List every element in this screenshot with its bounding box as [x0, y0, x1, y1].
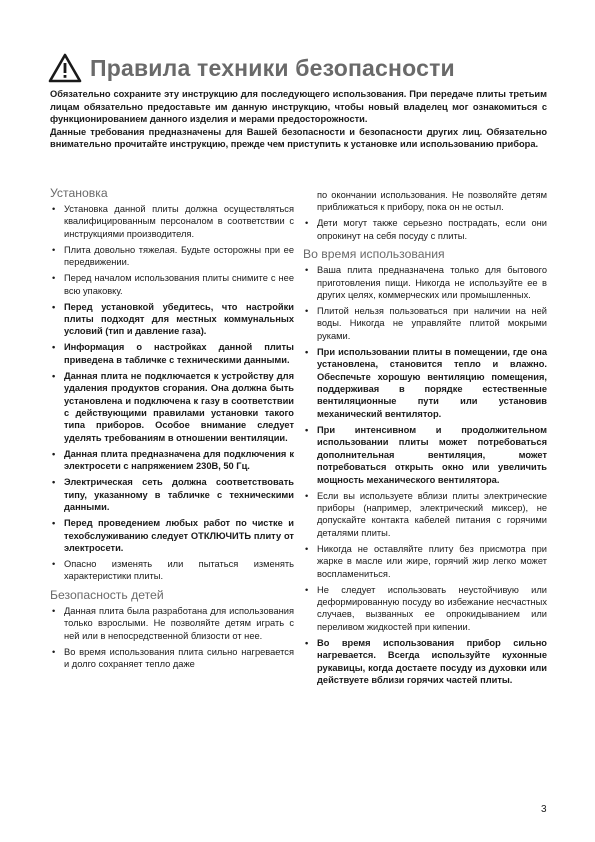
list-item: • Плита довольно тяжелая. Будьте осторожны при ее передвижении.: [50, 244, 294, 269]
list-item: • Во время использования прибор сильно нагревается. Всегда используйте кухонные рукавицы, когда достаете посуду из духовки или действуете вблизи горячих частей плиты.: [303, 637, 547, 687]
right-column: [303, 189, 547, 691]
list-item: • Если вы используете вблизи плиты электрические приборы (например, электрический миксер), не допускайте контакта кабелей питания с горячими деталями плиты.: [303, 490, 547, 540]
list-item: • Дети могут также серьезно пострадать, если они опрокинут на себя посуду с плиты.: [303, 217, 547, 242]
list-item: • При использовании плиты в помещении, где она установлена, становится тепло и влажно. Обеспечьте хорошую вентиляцию помещения, поддерживая в порядке естественные вентиляционные пути или установив механический вентилятор.: [303, 346, 547, 420]
list-item: • Данная плита предназначена для подключения к электросети с напряжением 230В, 50 Гц.: [50, 448, 294, 473]
page-title: Правила техники безопасности: [90, 54, 455, 81]
list-item-continued: по окончании использования. Не позволяйте детям приближаться к прибору, пока он не остыл.: [317, 190, 547, 213]
list-item: • При интенсивном и продолжительном использовании плиты может потребоваться дополнительная вентиляция, может потребоваться открыть окно или увеличить мощность механического вентилятора.: [303, 424, 547, 486]
usage-list: [303, 264, 547, 686]
section-heading-usage: Во время использования: [303, 247, 445, 262]
intro-paragraph: Данные требования предназначены для Вашей безопасности и безопасности других лиц. Обязательно внимательно прочитайте инструкцию, прежде чем приступить к установке или использованию прибора.: [50, 126, 547, 150]
list-item: • Информация о настройках данной плиты приведена в табличке с техническими данными.: [50, 341, 294, 366]
list-item: • Никогда не оставляйте плиту без присмотра при жарке в масле или жире, горячий жир легко может воспламениться.: [303, 543, 547, 580]
intro: [50, 88, 547, 151]
installation-list: [50, 203, 294, 583]
list-item: • Во время использования плита сильно нагревается и долго сохраняет тепло даже: [50, 646, 294, 671]
list-item: • Данная плита была разработана для использования только взрослыми. Не позволяйте детям играть с ней или в непосредственной близости от нее.: [50, 605, 294, 642]
list-item: • Данная плита не подключается к устройству для удаления продуктов сгорания. Она должна быть установлена и подключена к газу в соответствии с действующими правилами установки такого типа приборов. Особое внимание следует уделять требованиям в отношении вентиляции.: [50, 370, 294, 444]
list-item: • Ваша плита предназначена только для бытового приготовления пищи. Никогда не используйте ее в других целях, коммерческих или промышленных.: [303, 264, 547, 301]
list-item: • Электрическая сеть должна соответствовать типу, указанному в табличке с техническими данными.: [50, 476, 294, 513]
section-heading-children: Безопасность детей: [50, 587, 164, 602]
page-number: 3: [541, 804, 547, 815]
children-list: [50, 605, 294, 671]
list-item: • Перед началом использования плиты снимите с нее всю упаковку.: [50, 272, 294, 297]
intro-paragraph: Обязательно сохраните эту инструкцию для последующего использования. При передаче плиты третьим лицам обязательно предоставьте им данную инструкцию, чтобы новый владелец мог ознакомиться с функционированием данного изделия и мерами предосторожности.: [50, 89, 547, 125]
section-heading-installation: Установка: [50, 186, 108, 200]
warning-icon: [48, 53, 82, 83]
children-list-continued: [303, 189, 547, 242]
list-item: • Перед установкой убедитесь, что настройки плиты подходят для местных коммунальных условий (тип и давление газа).: [50, 301, 294, 338]
list-item: • Плитой нельзя пользоваться при наличии на ней воды. Никогда не управляйте плитой мокрыми руками.: [303, 305, 547, 342]
left-column: [50, 186, 294, 675]
page-title-block: [48, 50, 548, 86]
list-item: • Опасно изменять или пытаться изменять характеристики плиты.: [50, 558, 294, 583]
list-item: • Установка данной плиты должна осуществляться квалифицированным персоналом в соответствии с инструкциями производителя.: [50, 203, 294, 240]
list-item: • Перед проведением любых работ по чистке и техобслуживанию следует ОТКЛЮЧИТЬ плиту от электросети.: [50, 517, 294, 554]
list-item: • Не следует использовать неустойчивую или деформированную посуду во избежание несчастных случаев, вызванных ее опрокидыванием или переливом жидкостей при кипении.: [303, 584, 547, 634]
